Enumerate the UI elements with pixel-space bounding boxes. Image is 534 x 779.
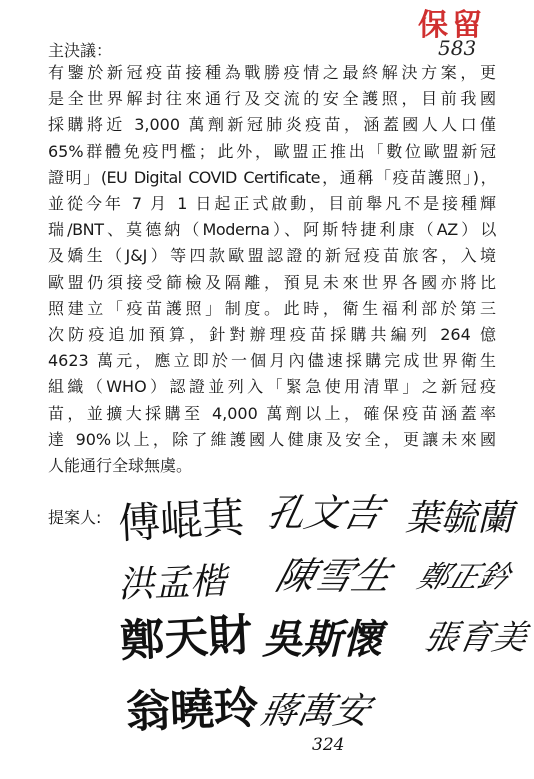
body-line: 4623 萬元，應立即於一個月內儘速採購完成世界衛生 [48, 351, 496, 371]
signature: 孔文吉 [262, 491, 386, 535]
resolution-heading: 主決議： [48, 41, 113, 60]
signature: 陳雪生 [271, 554, 397, 598]
signature: 吳斯懷 [262, 616, 382, 663]
body-line: 組織（WHO）認證並列入「緊急使用清單」之新冠疫 [48, 377, 496, 397]
stamp-number: 583 [438, 36, 477, 60]
resolution-body [48, 60, 496, 479]
body-line: 照建立「疫苗護照」制度。此時，衛生福利部於第三 [48, 298, 496, 318]
signature: 傅崐萁 [116, 492, 246, 549]
body-line: 證明」(EU Digital COVID Certificate，通稱「疫苗護照」)， [48, 167, 496, 187]
signature: 鄭天財 [118, 609, 254, 668]
signature: 張育美 [420, 618, 530, 658]
signature-number: 324 [312, 735, 345, 755]
body-line: 65%群體免疫門檻；此外，歐盟正推出「數位歐盟新冠 [48, 141, 496, 161]
body-line: 採購將近 3,000 萬劑新冠肺炎疫苗，涵蓋國人人口僅 [48, 115, 496, 135]
proposer-label: 提案人: [48, 508, 102, 527]
signature: 鄭正鈐 [413, 560, 515, 595]
retain-stamp: 保留 [418, 8, 486, 43]
signature: 葉毓蘭 [405, 498, 514, 539]
body-line: 及嬌生（J&J）等四款歐盟認證的新冠疫苗旅客，入境 [48, 246, 496, 266]
body-line: 瑞/BNT、莫德納（Moderna）、阿斯特捷利康（AZ）以 [48, 220, 496, 240]
signature: 洪孟楷 [117, 561, 227, 606]
body-line: 次防疫追加預算，針對辦理疫苗採購共編列 264 億 [48, 325, 496, 345]
body-line: 歐盟仍須接受篩檢及隔離，預見未來世界各國亦將比 [48, 272, 496, 292]
signature: 蔣萬安 [257, 691, 374, 732]
body-line: 人能通行全球無虞。 [48, 456, 193, 476]
body-line: 有鑒於新冠疫苗接種為戰勝疫情之最終解決方案，更 [48, 63, 496, 82]
body-line: 達 90%以上，除了維護國人健康及安全，更讓未來國 [48, 429, 496, 449]
body-line: 並從今年 7 月 1 日起正式啟動，目前舉凡不是接種輝 [48, 194, 496, 214]
body-line: 是全世界解封往來通行及交流的安全護照，目前我國 [48, 89, 496, 109]
signature: 翁曉玲 [125, 682, 260, 739]
body-line: 苗，並擴大採購至 4,000 萬劑以上，確保疫苗涵蓋率 [48, 403, 496, 423]
